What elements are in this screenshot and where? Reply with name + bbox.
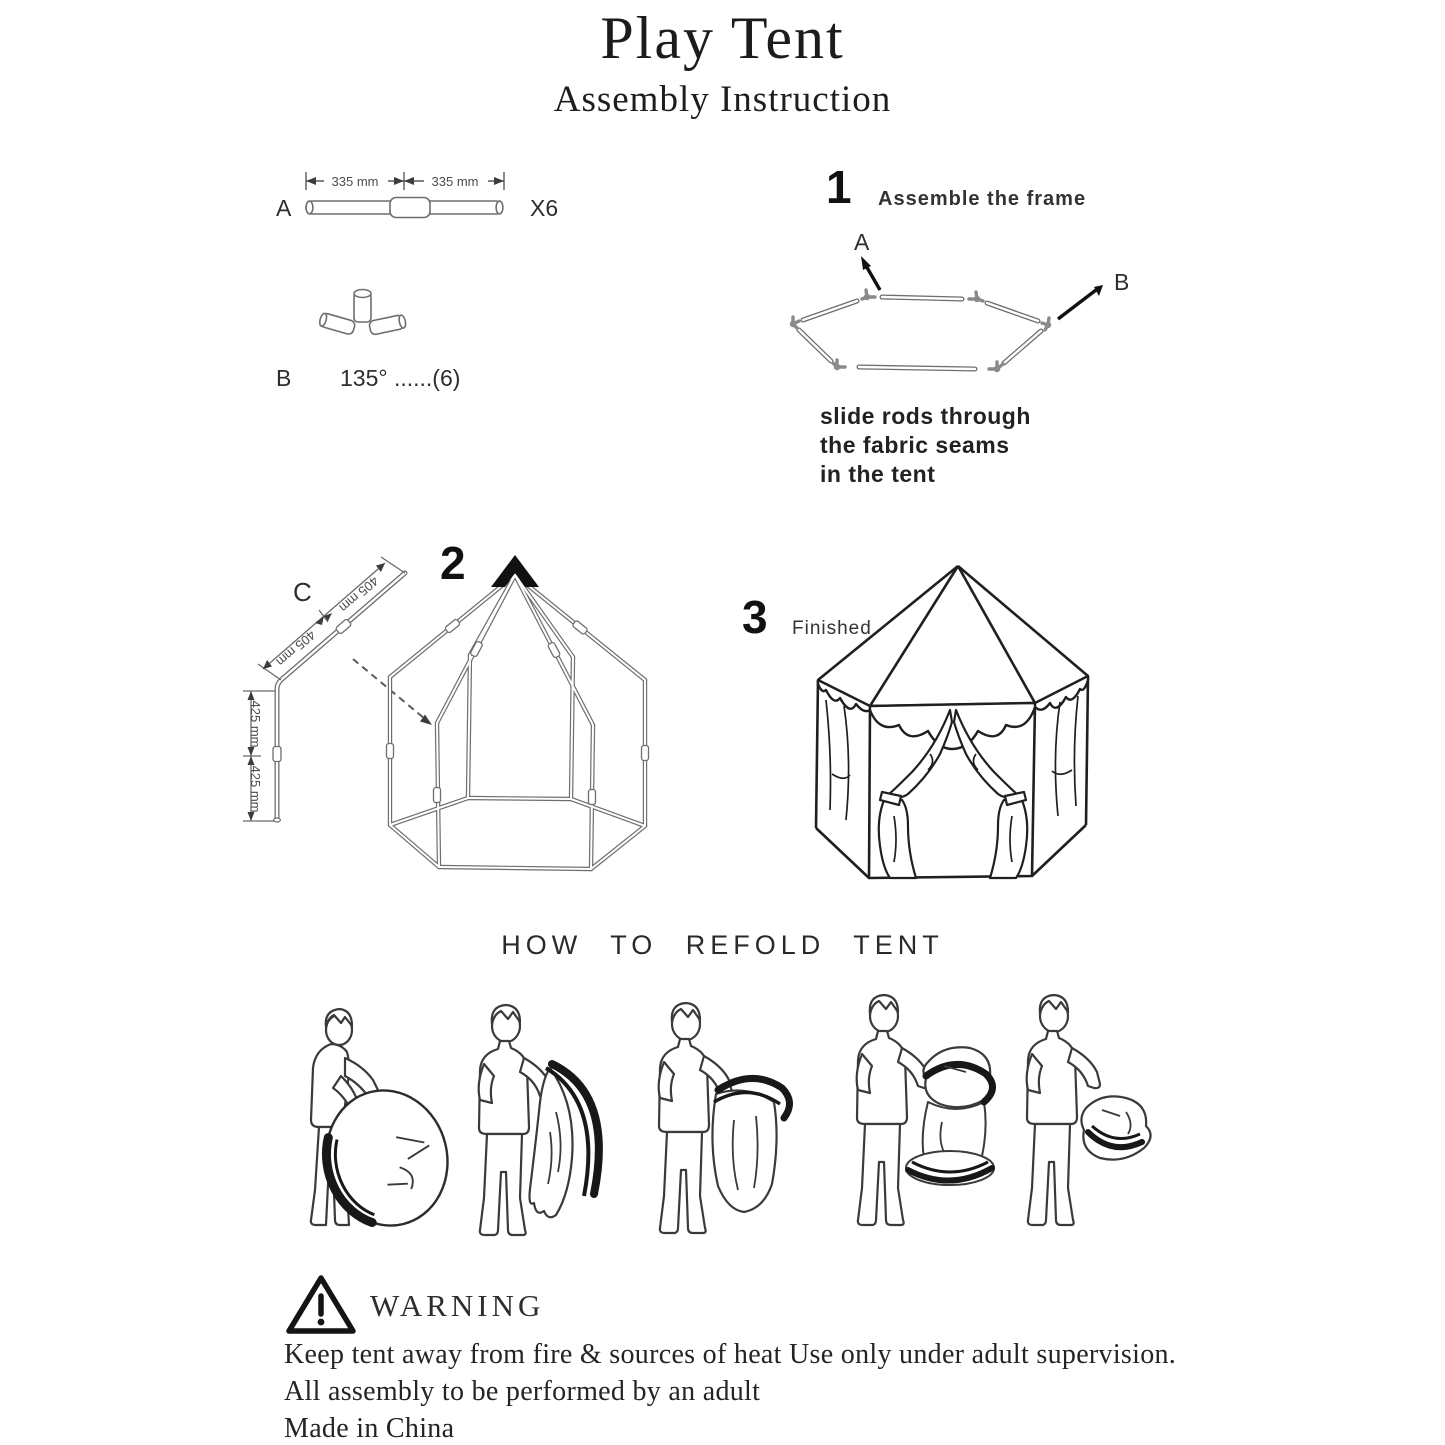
step1-title: Assemble the frame <box>878 188 1087 210</box>
part-a-quantity: X6 <box>530 195 559 221</box>
warning-title: WARNING <box>370 1288 545 1323</box>
refold-step4-figure <box>832 982 1004 1260</box>
step3-title: Finished <box>792 618 872 639</box>
step3-finished-tent-drawing <box>790 548 1138 904</box>
step3-number: 3 <box>742 591 768 643</box>
warning-triangle-icon <box>284 1272 358 1338</box>
part-a-dim-right: 335 mm <box>431 174 479 189</box>
part-a-dim-left: 335 mm <box>331 174 379 189</box>
part-a-label: A <box>276 195 292 221</box>
part-c-leg-dim-2: 425 mm <box>248 765 263 813</box>
step1-number: 1 <box>826 161 852 213</box>
warning-text <box>284 1336 1424 1445</box>
step2-frame-assembly-diagram <box>355 545 677 913</box>
page-title: Play Tent <box>600 5 845 71</box>
part-c-leg-dim-1: 425 mm <box>248 700 263 748</box>
refold-heading: HOW TO REFOLD TENT <box>501 930 944 960</box>
warning-line2: All assembly to be performed by an adult <box>284 1376 761 1407</box>
step1-callout-a: A <box>854 232 870 255</box>
refold-step2-figure <box>452 988 624 1256</box>
step1-hexagon-frame-diagram <box>770 232 1160 400</box>
refold-step5-figure <box>1002 982 1152 1260</box>
warning-line1: Keep tent away from fire & sources of heat Use only under adult supervision. <box>284 1339 1177 1370</box>
part-b-connector-diagram <box>268 284 528 400</box>
frame-apex-peak <box>491 555 539 587</box>
refold-step1-figure <box>283 992 455 1254</box>
step1-note-line2: the fabric seams <box>820 432 1010 458</box>
step1-note-line1: slide rods through <box>820 403 1031 429</box>
warning-line3: Made in China <box>284 1413 455 1444</box>
part-c-roof-dim-1: 405 mm <box>336 573 382 616</box>
refold-step3-figure <box>630 988 812 1256</box>
step1-note <box>820 402 1031 489</box>
page-subtitle: Assembly Instruction <box>553 79 892 120</box>
step1-note-line3: in the tent <box>820 461 936 487</box>
part-c-roof-dim-2: 405 mm <box>273 627 319 670</box>
step2-number: 2 <box>440 537 466 589</box>
part-b-label: B <box>276 365 292 391</box>
step1-callout-b: B <box>1114 269 1130 295</box>
part-c-label: C <box>293 577 312 607</box>
part-a-rod-diagram <box>268 164 608 242</box>
part-b-spec: 135° ......(6) <box>340 365 461 391</box>
